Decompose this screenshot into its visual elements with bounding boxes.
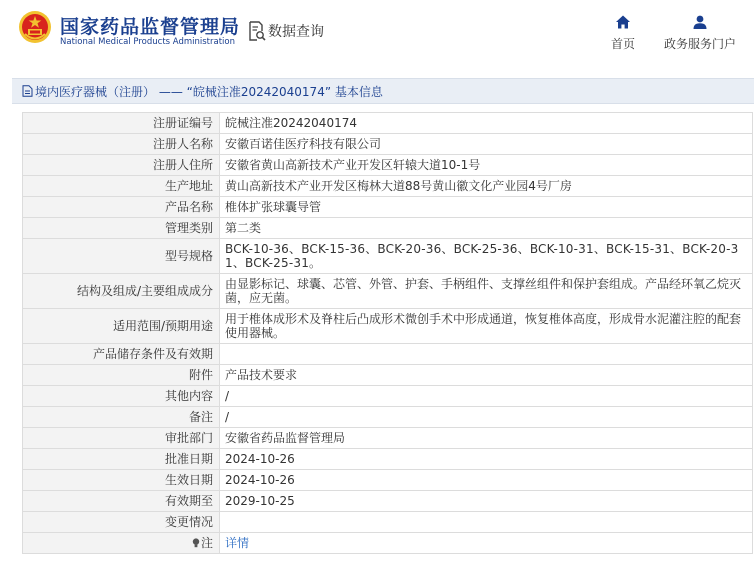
table-row	[23, 512, 753, 533]
record-title: 境内医疗器械（注册） —— “皖械注准20242040174” 基本信息	[35, 84, 383, 99]
field-label: 型号规格	[23, 239, 220, 274]
lightbulb-icon	[192, 538, 200, 548]
table-row	[23, 134, 753, 155]
field-value: 2024-10-26	[220, 449, 753, 470]
field-label: 生产地址	[23, 176, 220, 197]
record-title-bar	[12, 78, 754, 104]
nav-service-portal-label: 政务服务门户	[664, 37, 737, 51]
field-value: BCK-10-36、BCK-15-36、BCK-20-36、BCK-25-36、BCK-10-31、BCK-15-31、BCK-20-31、BCK-25-31。	[220, 239, 753, 274]
table-row	[23, 428, 753, 449]
data-query-label: 数据查询	[268, 24, 324, 40]
field-value	[220, 344, 753, 365]
field-value: 2024-10-26	[220, 470, 753, 491]
field-value: 2029-10-25	[220, 491, 753, 512]
table-row	[23, 344, 753, 365]
field-label: 管理类别	[23, 218, 220, 239]
table-row	[23, 176, 753, 197]
field-label: 结构及组成/主要组成成分	[23, 274, 220, 309]
field-value: 黄山高新技术产业开发区梅林大道88号黄山徽文化产业园4号厂房	[220, 176, 753, 197]
table-row	[23, 470, 753, 491]
field-value: 产品技术要求	[220, 365, 753, 386]
field-value: 安徽省药品监督管理局	[220, 428, 753, 449]
field-label: 适用范围/预期用途	[23, 309, 220, 344]
basic-info-table	[22, 112, 753, 554]
nav-home[interactable]	[611, 14, 635, 52]
field-label: 有效期至	[23, 491, 220, 512]
field-label: 产品名称	[23, 197, 220, 218]
field-label: 其他内容	[23, 386, 220, 407]
table-row	[23, 239, 753, 274]
table-row	[23, 274, 753, 309]
site-logo-title: 国家药品监督管理局	[60, 16, 241, 38]
field-label: 批准日期	[23, 449, 220, 470]
nav-service-portal[interactable]	[664, 14, 736, 52]
note-label-cell	[23, 533, 220, 554]
field-value: 用于椎体成形术及脊柱后凸成形术微创手术中形成通道，恢复椎体高度，形成骨水泥灌注腔的配套使用器械。	[220, 309, 753, 344]
table-row	[23, 113, 753, 134]
site-logo-subtitle: National Medical Products Administration	[60, 37, 235, 47]
table-row	[23, 449, 753, 470]
field-value: 第二类	[220, 218, 753, 239]
field-label: 注册人住所	[23, 155, 220, 176]
details-link[interactable]: 详情	[225, 536, 250, 550]
table-row	[23, 309, 753, 344]
user-icon	[692, 14, 708, 30]
field-value: /	[220, 386, 753, 407]
field-label: 审批部门	[23, 428, 220, 449]
note-label: 注	[200, 536, 213, 550]
field-value: /	[220, 407, 753, 428]
data-query-link[interactable]	[248, 20, 324, 42]
field-label: 注册人名称	[23, 134, 220, 155]
national-emblem-icon	[18, 10, 52, 44]
field-label: 变更情况	[23, 512, 220, 533]
field-value	[220, 512, 753, 533]
field-value: 安徽百诺佳医疗科技有限公司	[220, 134, 753, 155]
table-row	[23, 197, 753, 218]
field-label: 注册证编号	[23, 113, 220, 134]
field-value: 安徽省黄山高新技术产业开发区轩辕大道10-1号	[220, 155, 753, 176]
table-row	[23, 386, 753, 407]
table-row	[23, 407, 753, 428]
field-label: 生效日期	[23, 470, 220, 491]
field-label: 产品储存条件及有效期	[23, 344, 220, 365]
site-header	[0, 0, 754, 68]
home-icon	[615, 14, 631, 30]
note-value-cell	[220, 533, 753, 554]
field-label: 附件	[23, 365, 220, 386]
document-search-icon	[248, 21, 266, 41]
field-value: 由显影标记、球囊、芯管、外管、护套、手柄组件、支撑丝组件和保护套组成。产品经环氧乙烷灭菌，应无菌。	[220, 274, 753, 309]
document-icon	[22, 85, 33, 97]
field-value: 椎体扩张球囊导管	[220, 197, 753, 218]
table-row	[23, 218, 753, 239]
table-row	[23, 533, 753, 554]
table-row	[23, 491, 753, 512]
nav-home-label: 首页	[611, 37, 636, 51]
table-row	[23, 155, 753, 176]
table-row	[23, 365, 753, 386]
field-value: 皖械注准20242040174	[220, 113, 753, 134]
field-label: 备注	[23, 407, 220, 428]
